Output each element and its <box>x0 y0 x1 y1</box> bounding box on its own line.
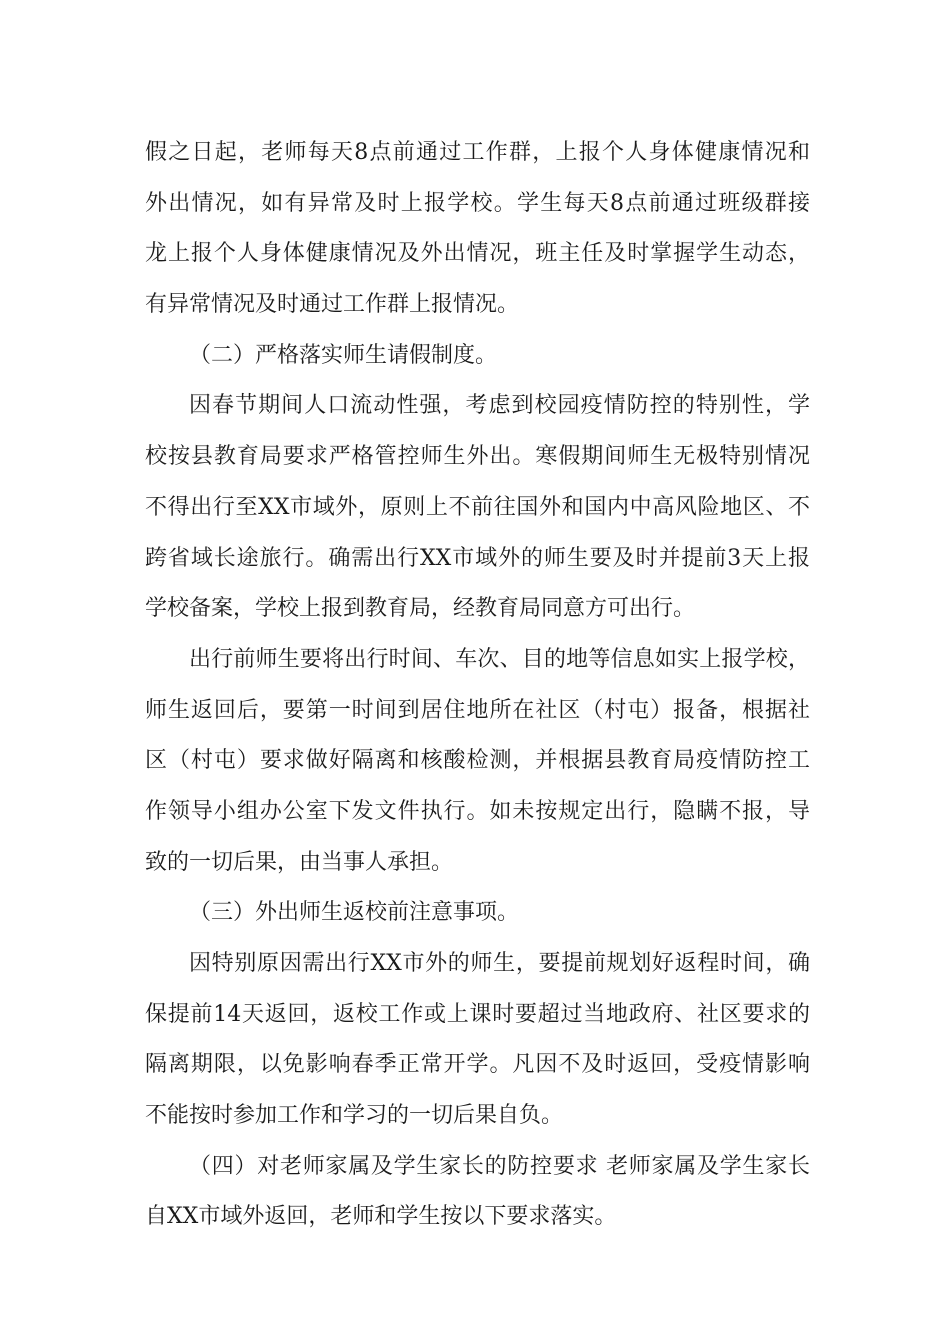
text-line: 出行前师生要将出行时间、车次、目的地等信息如实上报学校， <box>189 646 810 672</box>
text-line: 假之日起，老师每天8点前通过工作群，上报个人身体健康情况和 <box>145 140 810 165</box>
section-heading: （四）对老师家属及学生家长的防控要求 老师家属及学生家长 <box>189 1153 810 1179</box>
text-line: 有异常情况及时通过工作群上报情况。 <box>145 292 520 318</box>
document-body <box>145 128 810 1243</box>
text-line: 不能按时参加工作和学习的一切后果自负。 <box>145 1103 564 1129</box>
text-line: 校按县教育局要求严格管控师生外出。寒假期间师生无极特别情况 <box>145 444 810 470</box>
text-line: 区（村屯）要求做好隔离和核酸检测，并根据县教育局疫情防控工 <box>145 748 810 774</box>
text-line: 外出情况，如有异常及时上报学校。学生每天8点前通过班级群接 <box>145 190 810 216</box>
text-line: 致的一切后果，由当事人承担。 <box>145 849 454 875</box>
text-line: 师生返回后，要第一时间到居住地所在社区（村屯）报备，根据社 <box>145 697 810 723</box>
text-line: 自XX市域外返回，老师和学生按以下要求落实。 <box>145 1204 617 1230</box>
text-line: 龙上报个人身体健康情况及外出情况，班主任及时掌握学生动态， <box>145 241 810 267</box>
text-line: 作领导小组办公室下发文件执行。如未按规定出行，隐瞒不报，导 <box>145 798 810 824</box>
text-line: 因特别原因需出行XX市外的师生，要提前规划好返程时间，确 <box>189 951 810 976</box>
text-line: 学校备案，学校上报到教育局，经教育局同意方可出行。 <box>145 596 696 622</box>
text-line: 隔离期限，以免影响春季正常开学。凡因不及时返回，受疫情影响 <box>145 1052 810 1078</box>
text-line: 跨省域长途旅行。确需出行XX市域外的师生要及时并提前3天上报 <box>145 545 810 571</box>
text-line: 因春节期间人口流动性强，考虑到校园疫情防控的特别性，学 <box>189 393 810 419</box>
section-heading: （三）外出师生返校前注意事项。 <box>189 900 520 926</box>
text-line: 保提前14天返回，返校工作或上课时要超过当地政府、社区要求的 <box>145 1001 810 1027</box>
section-heading: （二）严格落实师生请假制度。 <box>189 342 498 368</box>
text-line: 不得出行至XX市域外，原则上不前往国外和国内中高风险地区、不 <box>145 494 810 520</box>
